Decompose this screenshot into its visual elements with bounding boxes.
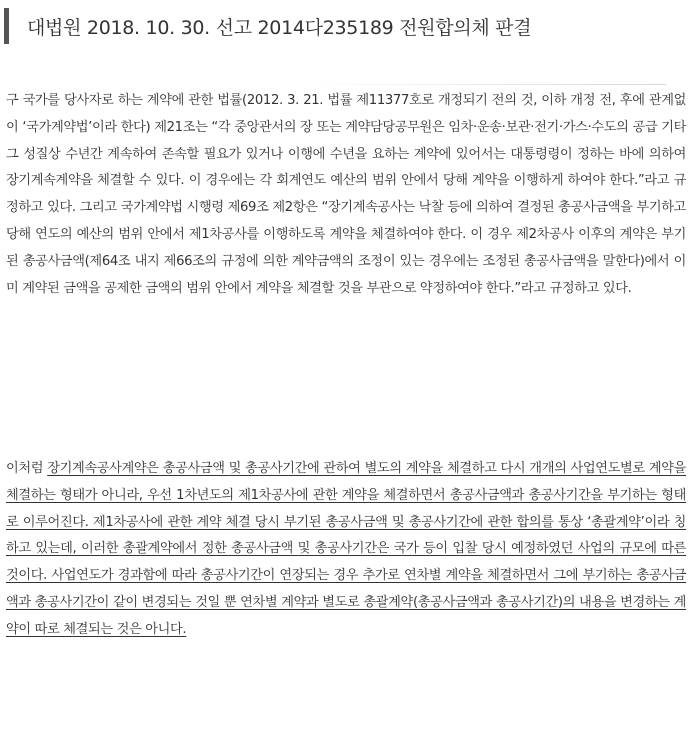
paragraph-analysis — [6, 456, 686, 644]
paragraph-analysis-underlined: 장기계속공사계약은 총공사금액 및 총공사기간에 관하여 별도의 계약을 체결하고 다시 개개의 사업연도별로 계약을 체결하는 형태가 아니라, 우선 1차년도의 제1차공사에 관한 계약을 체결하면서 총공사금액과 총공사기간을 부기하는 형태로 이루어진다. 제1차공사에 관한 계약 체결 당시 부기된 총공사금액 및 총공사기간에 관한 합의를 통상 ‘총괄계약’이라 칭하고 있는데, 이러한 총괄계약에서 정한 총공사금액 및 총공사기간은 국가 등이 입찰 당시 예정하였던 사업의 규모에 따른 것이다. 사업연도가 경과함에 따라 총공사기간이 연장되는 경우 추가로 연차별 계약을 체결하면서 그에 부기하는 총공사금액과 총공사기간이 같이 변경되는 것일 뿐 연차별 계약과 별도로 총괄계약(총공사금액과 총공사기간)의 내용을 변경하는 계약이 따로 체결되는 것은 아니다. — [6, 461, 686, 637]
page-title: 대법원 2018. 10. 30. 선고 2014다235189 전원합의체 판결 — [27, 16, 532, 39]
page-title-bar — [4, 8, 531, 44]
paragraph-analysis-prefix: 이처럼 — [6, 461, 48, 476]
divider-line — [300, 84, 666, 85]
paragraph-statute: 구 국가를 당사자로 하는 계약에 관한 법률(2012. 3. 21. 법률 제11377호로 개정되기 전의 것, 이하 개정 전, 후에 관계없이 ‘국가계약법’이라 한다) 제21조는 “각 중앙관서의 장 또는 계약담당공무원은 임차·운송·보관·전기·가스·수도의 공급 기타 그 성질상 수년간 계속하여 존속할 필요가 있거나 이행에 수년을 요하는 계약에 있어서는 대통령령이 정하는 바에 의하여 장기계속계약을 체결할 수 있다. 이 경우에는 각 회계연도 예산의 범위 안에서 당해 계약을 이행하게 하여야 한다.”라고 규정하고 있다. 그리고 국가계약법 시행령 제69조 제2항은 “장기계속공사는 낙찰 등에 의하여 결정된 총공사금액을 부기하고 당해 연도의 예산의 범위 안에서 제1차공사를 이행하도록 계약을 체결하여야 한다. 이 경우 제2차공사 이후의 계약은 부기된 총공사금액(제64조 내지 제66조의 규정에 의한 계약금액의 조정이 있는 경우에는 조정된 총공사금액을 말한다)에서 이미 계약된 금액을 공제한 금액의 범위 안에서 계약을 체결할 것을 부관으로 약정하여야 한다.”라고 규정하고 있다. — [6, 93, 686, 296]
